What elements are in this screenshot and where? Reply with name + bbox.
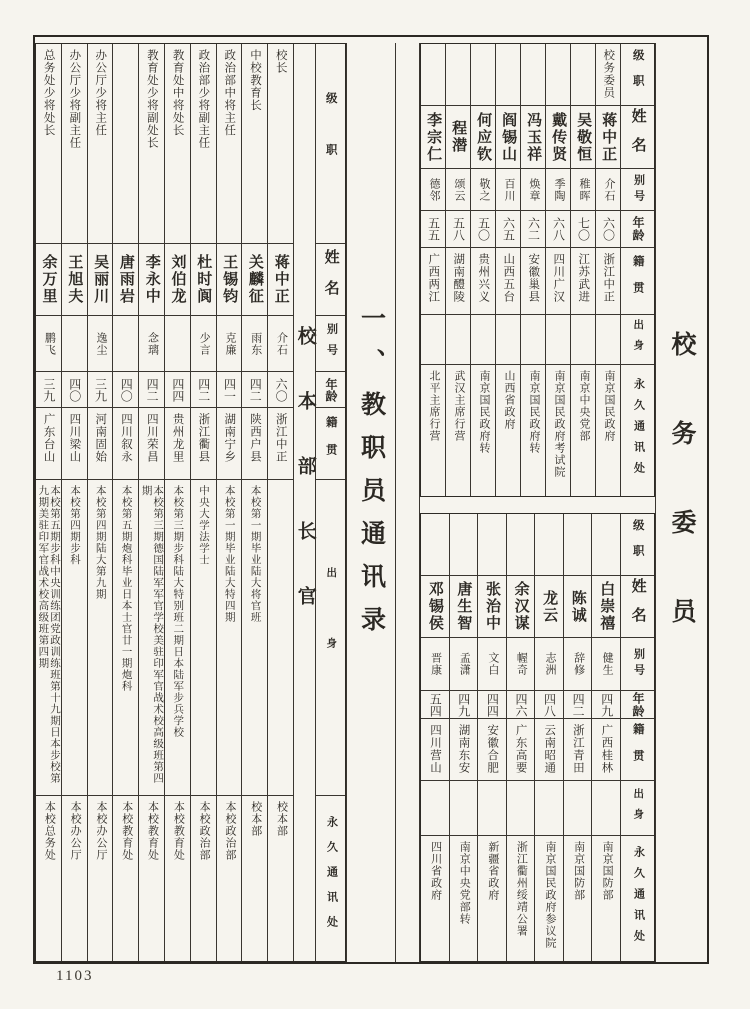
cell-contact: 武汉主席行营 — [452, 370, 465, 442]
cell-age: 四二 — [139, 372, 164, 408]
cell-rank — [546, 44, 570, 106]
cell-name: 吴敬恒 — [571, 106, 595, 169]
cell-origin — [596, 315, 620, 365]
hq-officers-table — [35, 43, 346, 962]
header-alias: 别号 — [316, 316, 345, 372]
cell-rank: 办公厅少将主任 — [88, 44, 113, 244]
cell-contact: 本校政治部 — [198, 801, 211, 861]
cell-age: 六二 — [521, 211, 545, 248]
cell-alias: 焕章 — [521, 169, 545, 211]
committee-table-1 — [420, 43, 655, 497]
cell-rank: 校务委员 — [596, 44, 620, 106]
cell-native: 广东高要 — [507, 719, 535, 781]
header-rank: 级职 — [621, 44, 654, 106]
cell-contact: 山西省政府 — [502, 370, 515, 430]
cell-age: 四〇 — [62, 372, 87, 408]
cell-alias: 介石 — [268, 316, 293, 372]
cell-age: 四八 — [535, 691, 563, 719]
cell-native: 四川荣昌 — [139, 408, 164, 480]
cell-contact: 南京国民政府参议院 — [543, 841, 556, 949]
header-rank: 级职 — [316, 44, 345, 244]
cell-origin — [478, 781, 506, 836]
member-column — [241, 44, 267, 961]
cell-rank — [521, 44, 545, 106]
cell-native: 四川营山 — [421, 719, 449, 781]
cell-origin — [507, 781, 535, 836]
cell-contact: 新疆省政府 — [486, 841, 499, 901]
cell-origin: 本校第四期步科 — [62, 480, 87, 796]
cell-origin — [471, 315, 495, 365]
cell-age: 六〇 — [596, 211, 620, 248]
cell-origin: 本校第四期陆大第九期 — [88, 480, 113, 796]
header-origin: 出身 — [621, 315, 654, 365]
member-column — [470, 44, 495, 496]
right-margin-label-column — [655, 43, 707, 962]
cell-rank: 校长 — [268, 44, 293, 244]
cell-name: 李永中 — [139, 244, 164, 316]
header-contact: 永久通讯处 — [632, 378, 645, 483]
cell-alias — [62, 316, 87, 372]
cell-contact: 南京中央党部 — [577, 370, 590, 442]
cell-contact: 本校教育处 — [172, 801, 185, 861]
cell-name: 唐生智 — [450, 576, 478, 638]
header-name: 姓名 — [621, 106, 654, 169]
header-native: 籍贯 — [316, 408, 345, 480]
cell-origin — [421, 315, 445, 365]
cell-native: 广西两江 — [421, 248, 445, 315]
cell-age: 四〇 — [113, 372, 138, 408]
cell-origin: 中央大学法学士 — [191, 480, 216, 796]
cell-native: 江苏武进 — [571, 248, 595, 315]
committee-table-1-header-column — [620, 44, 654, 496]
cell-name: 关麟征 — [242, 244, 267, 316]
committee-table-2-header-column — [620, 514, 654, 961]
cell-name: 唐雨岩 — [113, 244, 138, 316]
member-column — [591, 514, 620, 961]
cell-age: 六八 — [546, 211, 570, 248]
cell-age: 五四 — [421, 691, 449, 719]
cell-rank — [450, 514, 478, 576]
cell-name: 王锡钧 — [217, 244, 242, 316]
cell-age: 六〇 — [268, 372, 293, 408]
hq-officers-label-column — [293, 44, 315, 961]
cell-contact: 本校办公厅 — [94, 801, 107, 861]
cell-native: 安徽巢县 — [521, 248, 545, 315]
cell-native: 河南固始 — [88, 408, 113, 480]
cell-name: 刘伯龙 — [165, 244, 190, 316]
member-column — [570, 44, 595, 496]
member-column — [112, 44, 138, 961]
header-native: 籍贯 — [621, 719, 654, 781]
member-column — [495, 44, 520, 496]
member-column — [164, 44, 190, 961]
committee-section-label: 校务委员 — [668, 331, 695, 687]
cell-alias: 季陶 — [546, 169, 570, 211]
cell-rank: 教育处中将处长 — [165, 44, 190, 244]
cell-name: 蒋中正 — [596, 106, 620, 169]
cell-contact: 浙江衢州绥靖公署 — [515, 841, 528, 937]
cell-contact: 南京国民政府考试院 — [552, 370, 565, 478]
cell-name: 李宗仁 — [421, 106, 445, 169]
cell-alias: 少言 — [191, 316, 216, 372]
cell-native: 浙江中正 — [596, 248, 620, 315]
cell-origin: 本校第三期步科陆大特别班二期日本陆军步兵学校 — [165, 480, 190, 796]
member-column — [267, 44, 293, 961]
cell-origin: 本校第三期德国陆军军官学校美驻印军官战术校高级班第四期 — [139, 480, 164, 796]
cell-contact: 校本部 — [249, 801, 262, 837]
cell-age: 三九 — [36, 372, 61, 408]
cell-native: 湖南宁乡 — [217, 408, 242, 480]
cell-name: 程潜 — [446, 106, 470, 169]
member-column — [421, 44, 445, 496]
cell-age: 六五 — [496, 211, 520, 248]
cell-origin — [521, 315, 545, 365]
cell-name: 杜时阆 — [191, 244, 216, 316]
cell-origin — [446, 315, 470, 365]
cell-alias — [165, 316, 190, 372]
member-column — [421, 514, 449, 961]
cell-rank: 教育处少将副处长 — [139, 44, 164, 244]
cell-alias: 念璃 — [139, 316, 164, 372]
member-column — [534, 514, 563, 961]
hq-officers-label: 校本部长官 — [294, 326, 316, 651]
cell-origin — [450, 781, 478, 836]
member-column — [563, 514, 592, 961]
cell-contact: 本校政治部 — [223, 801, 236, 861]
cell-rank: 政治部少将副主任 — [191, 44, 216, 244]
cell-rank — [446, 44, 470, 106]
cell-rank — [478, 514, 506, 576]
header-alias: 别号 — [621, 169, 654, 211]
cell-alias: 颂云 — [446, 169, 470, 211]
cell-contact: 南京中央党部转 — [458, 841, 471, 925]
section-title-column — [346, 43, 396, 962]
header-contact: 永久通讯处 — [632, 846, 645, 951]
cell-native: 浙江青田 — [564, 719, 592, 781]
cell-name: 吴丽川 — [88, 244, 113, 316]
cell-age: 五八 — [446, 211, 470, 248]
member-column — [190, 44, 216, 961]
spacer-column — [396, 43, 420, 962]
member-column — [506, 514, 535, 961]
cell-name: 阎锡山 — [496, 106, 520, 169]
cell-native: 湖南东安 — [450, 719, 478, 781]
cell-rank — [535, 514, 563, 576]
cell-contact: 本校教育处 — [120, 801, 133, 861]
cell-rank — [113, 44, 138, 244]
cell-alias: 介石 — [596, 169, 620, 211]
cell-alias: 百川 — [496, 169, 520, 211]
cell-alias: 文白 — [478, 638, 506, 691]
cell-origin: 本校第五期步科中央训练团党政训练班第十九期日本步校第九期美驻印军官战术校高级班第四期 — [36, 480, 61, 796]
cell-age: 五五 — [421, 211, 445, 248]
cell-origin — [268, 480, 293, 796]
cell-rank: 办公厅少将副主任 — [62, 44, 87, 244]
cell-name: 邓锡侯 — [421, 576, 449, 638]
cell-native: 广西桂林 — [592, 719, 620, 781]
page-title: 一、教职员通讯录 — [357, 305, 385, 649]
header-native: 籍贯 — [621, 248, 654, 315]
cell-name: 陈诚 — [564, 576, 592, 638]
cell-name: 冯玉祥 — [521, 106, 545, 169]
cell-native: 广东台山 — [36, 408, 61, 480]
cell-rank — [421, 44, 445, 106]
cell-contact: 北平主席行营 — [427, 370, 440, 442]
cell-name: 戴传贤 — [546, 106, 570, 169]
header-alias: 别号 — [621, 638, 654, 691]
member-column — [138, 44, 164, 961]
member-column — [595, 44, 620, 496]
cell-age: 四九 — [592, 691, 620, 719]
cell-age: 四二 — [242, 372, 267, 408]
cell-origin — [564, 781, 592, 836]
cell-name: 龙云 — [535, 576, 563, 638]
cell-contact: 校本部 — [275, 801, 288, 837]
cell-alias: 德邻 — [421, 169, 445, 211]
header-age: 年龄 — [316, 372, 345, 408]
cell-native: 山西五台 — [496, 248, 520, 315]
cell-contact: 南京国民政府转 — [477, 370, 490, 454]
left-table-header-column — [315, 44, 345, 961]
member-column — [216, 44, 242, 961]
header-name: 姓名 — [316, 244, 345, 316]
cell-origin — [496, 315, 520, 365]
cell-rank — [421, 514, 449, 576]
cell-age: 四六 — [507, 691, 535, 719]
header-rank: 级职 — [621, 514, 654, 576]
header-age: 年龄 — [621, 211, 654, 248]
cell-origin: 本校第一期毕业陆大将官班 — [242, 480, 267, 796]
cell-rank: 政治部中将主任 — [217, 44, 242, 244]
cell-alias: 雨东 — [242, 316, 267, 372]
cell-origin: 本校第五期炮科毕业日本士官廿一期炮科 — [113, 480, 138, 796]
cell-native: 四川叙永 — [113, 408, 138, 480]
cell-rank: 中校教育长 — [242, 44, 267, 244]
header-name: 姓名 — [621, 576, 654, 638]
cell-contact: 南京国防部 — [572, 841, 585, 901]
cell-contact: 本校办公厅 — [69, 801, 82, 861]
cell-name: 余万里 — [36, 244, 61, 316]
cell-name: 余汉谋 — [507, 576, 535, 638]
member-column — [545, 44, 570, 496]
cell-age: 三九 — [88, 372, 113, 408]
cell-age: 五〇 — [471, 211, 495, 248]
cell-alias: 稚晖 — [571, 169, 595, 211]
cell-origin — [421, 781, 449, 836]
cell-alias: 健生 — [592, 638, 620, 691]
cell-contact: 南京国民政府转 — [527, 370, 540, 454]
cell-native: 陕西户县 — [242, 408, 267, 480]
cell-alias: 克廉 — [217, 316, 242, 372]
cell-alias: 幄奇 — [507, 638, 535, 691]
cell-alias: 敬之 — [471, 169, 495, 211]
cell-alias: 逸尘 — [88, 316, 113, 372]
cell-native: 云南昭通 — [535, 719, 563, 781]
member-column — [520, 44, 545, 496]
cell-native: 贵州龙里 — [165, 408, 190, 480]
cell-rank — [592, 514, 620, 576]
cell-contact: 四川省政府 — [429, 841, 442, 901]
cell-rank — [507, 514, 535, 576]
cell-alias: 辞修 — [564, 638, 592, 691]
cell-origin — [546, 315, 570, 365]
member-column — [61, 44, 87, 961]
cell-contact: 本校总务处 — [43, 801, 56, 861]
member-column — [449, 514, 478, 961]
cell-contact: 南京国防部 — [601, 841, 614, 901]
cell-origin — [592, 781, 620, 836]
cell-rank — [471, 44, 495, 106]
member-column — [87, 44, 113, 961]
cell-age: 四四 — [478, 691, 506, 719]
committee-table-2 — [420, 513, 655, 962]
cell-name: 何应钦 — [471, 106, 495, 169]
cell-alias: 鹏飞 — [36, 316, 61, 372]
cell-age: 四四 — [165, 372, 190, 408]
cell-alias: 志洲 — [535, 638, 563, 691]
header-origin: 出身 — [621, 781, 654, 836]
cell-alias: 孟潇 — [450, 638, 478, 691]
cell-contact: 南京国民政府 — [602, 370, 615, 442]
cell-native: 贵州兴义 — [471, 248, 495, 315]
cell-age: 七〇 — [571, 211, 595, 248]
cell-native: 四川广汉 — [546, 248, 570, 315]
cell-age: 四二 — [191, 372, 216, 408]
member-column — [477, 514, 506, 961]
cell-native: 湖南醴陵 — [446, 248, 470, 315]
cell-name: 白崇禧 — [592, 576, 620, 638]
cell-native: 安徽合肥 — [478, 719, 506, 781]
cell-rank — [564, 514, 592, 576]
cell-native: 四川梁山 — [62, 408, 87, 480]
cell-age: 四九 — [450, 691, 478, 719]
cell-name: 王旭夫 — [62, 244, 87, 316]
member-column — [36, 44, 61, 961]
cell-origin — [571, 315, 595, 365]
page-number: 1103 — [56, 968, 94, 984]
header-origin: 出身 — [316, 480, 345, 796]
cell-age: 四二 — [564, 691, 592, 719]
cell-rank: 总务处少将处长 — [36, 44, 61, 244]
cell-rank — [496, 44, 520, 106]
cell-alias — [113, 316, 138, 372]
header-contact: 永久通讯处 — [325, 816, 338, 941]
cell-name: 蒋中正 — [268, 244, 293, 316]
header-age: 年龄 — [621, 691, 654, 719]
cell-native: 浙江中正 — [268, 408, 293, 480]
cell-native: 浙江衢县 — [191, 408, 216, 480]
cell-contact: 本校教育处 — [146, 801, 159, 861]
member-column — [445, 44, 470, 496]
cell-origin — [535, 781, 563, 836]
cell-age: 四一 — [217, 372, 242, 408]
cell-origin: 本校第一期毕业陆大特四期 — [217, 480, 242, 796]
cell-rank — [571, 44, 595, 106]
cell-alias: 晋康 — [421, 638, 449, 691]
cell-name: 张治中 — [478, 576, 506, 638]
